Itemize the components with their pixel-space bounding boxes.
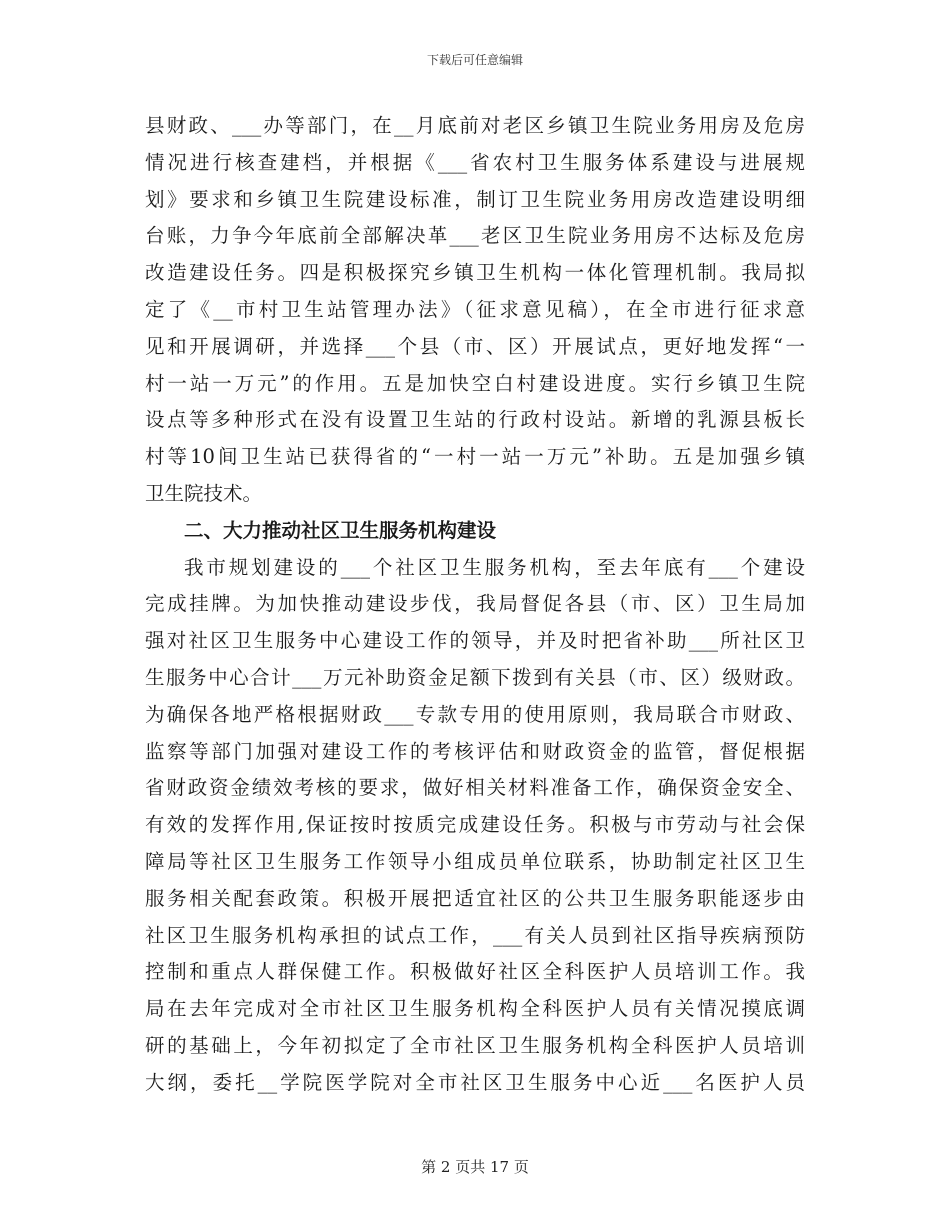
page-header: 下载后可任意编辑	[426, 53, 523, 67]
paragraph-line: 省财政资金绩效考核的要求，做好相关材料准备工作，确保资金安全、	[145, 776, 805, 800]
paragraph-line: 有效的发挥作用,保证按时按质完成建设任务。积极与市劳动与社会保	[145, 813, 805, 837]
paragraph-line: 研的基础上，今年初拟定了全市社区卫生服务机构全科医护人员培训	[145, 1033, 805, 1057]
paragraph-line: 为确保各地严格根据财政___专款专用的使用原则，我局联合市财政、	[145, 702, 805, 726]
paragraph-line: 社区卫生服务机构承担的试点工作，___有关人员到社区指导疾病预防	[145, 923, 805, 947]
document-body	[145, 108, 805, 1102]
paragraph-line: 大纲，委托__学院医学院对全市社区卫生服务中心近___名医护人员	[145, 1070, 805, 1094]
paragraph-line: 我市规划建设的___个社区卫生服务机构，至去年底有___个建设	[184, 555, 805, 579]
paragraph-line: 完成挂牌。为加快推动建设步伐，我局督促各县（市、区）卫生局加	[145, 592, 805, 616]
paragraph-line: 定了《__市村卫生站管理办法》（征求意见稿），在全市进行征求意	[145, 297, 805, 321]
section-heading: 二、大力推动社区卫生服务机构建设	[184, 518, 497, 542]
paragraph-line: 村等10间卫生站已获得省的“一村一站一万元”补助。五是加强乡镇	[145, 445, 805, 469]
paragraph-line: 县财政、___办等部门，在__月底前对老区乡镇卫生院业务用房及危房	[145, 114, 805, 137]
paragraph-line: 见和开展调研，并选择___个县（市、区）开展试点，更好地发挥“一	[145, 334, 805, 358]
paragraph-line: 卫生院技术。	[145, 481, 263, 505]
paragraph-line: 服务相关配套政策。积极开展把适宜社区的公共卫生服务职能逐步由	[145, 886, 805, 910]
paragraph-line: 情况进行核查建档，并根据《___省农村卫生服务体系建设与进展规	[145, 150, 805, 174]
page-footer: 第 2 页共 17 页	[421, 1158, 529, 1176]
paragraph-line: 村一站一万元”的作用。五是加快空白村建设进度。实行乡镇卫生院	[145, 371, 805, 395]
paragraph-line: 改造建设任务。四是积极探究乡镇卫生机构一体化管理机制。我局拟	[145, 261, 805, 285]
paragraph-line: 设点等多种形式在没有设置卫生站的行政村设站。新增的乳源县板长	[145, 408, 805, 432]
paragraph-line: 控制和重点人群保健工作。积极做好社区全科医护人员培训工作。我	[145, 960, 805, 984]
paragraph-line: 强对社区卫生服务中心建设工作的领导，并及时把省补助___所社区卫	[145, 629, 805, 653]
paragraph-line: 生服务中心合计___万元补助资金足额下拨到有关县（市、区）级财政。	[145, 665, 805, 689]
paragraph-line: 障局等社区卫生服务工作领导小组成员单位联系，协助制定社区卫生	[145, 849, 805, 873]
paragraph-line: 台账，力争今年底前全部解决革___老区卫生院业务用房不达标及危房	[145, 224, 805, 248]
paragraph-line: 监察等部门加强对建设工作的考核评估和财政资金的监管，督促根据	[145, 739, 805, 763]
paragraph-line: 局在去年完成对全市社区卫生服务机构全科医护人员有关情况摸底调	[145, 997, 805, 1021]
paragraph-line: 划》要求和乡镇卫生院建设标准，制订卫生院业务用房改造建设明细	[145, 187, 805, 211]
